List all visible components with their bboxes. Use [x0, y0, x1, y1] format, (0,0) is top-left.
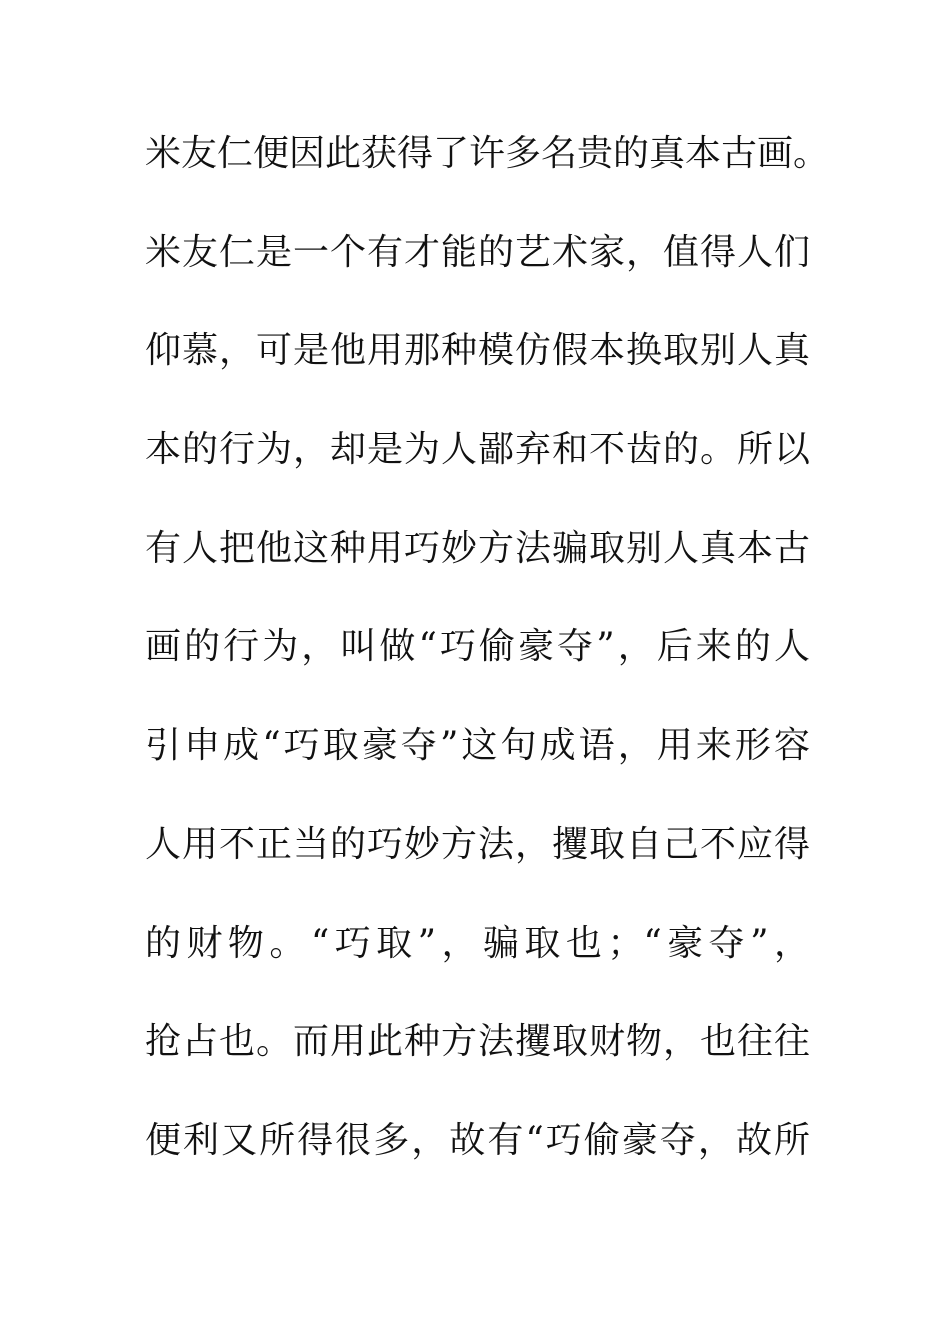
text-line: 便利又所得很多，故有“巧偷豪夺，故所 — [145, 1119, 810, 1161]
text-line: 有人把他这种用巧妙方法骗取别人真本古 — [145, 527, 810, 569]
text-line: 画的行为，叫做“巧偷豪夺”，后来的人 — [145, 626, 810, 668]
text-line: 米友仁便因此获得了许多名贵的真本古画。 — [145, 133, 830, 174]
text-line: 米友仁是一个有才能的艺术家，值得人们 — [145, 231, 810, 273]
text-line: 仰慕，可是他用那种模仿假本换取别人真 — [145, 330, 810, 372]
text-line: 的财物。“巧取”，骗取也；“豪夺”， — [145, 922, 810, 964]
text-line: 本的行为，却是为人鄙弃和不齿的。所以 — [145, 429, 810, 471]
body-text — [145, 125, 830, 1211]
text-line: 引申成“巧取豪夺”这句成语，用来形容 — [145, 725, 810, 767]
text-line: 抢占也。而用此种方法攫取财物，也往往 — [145, 1021, 810, 1063]
text-line: 人用不正当的巧妙方法，攫取自己不应得 — [145, 823, 810, 865]
